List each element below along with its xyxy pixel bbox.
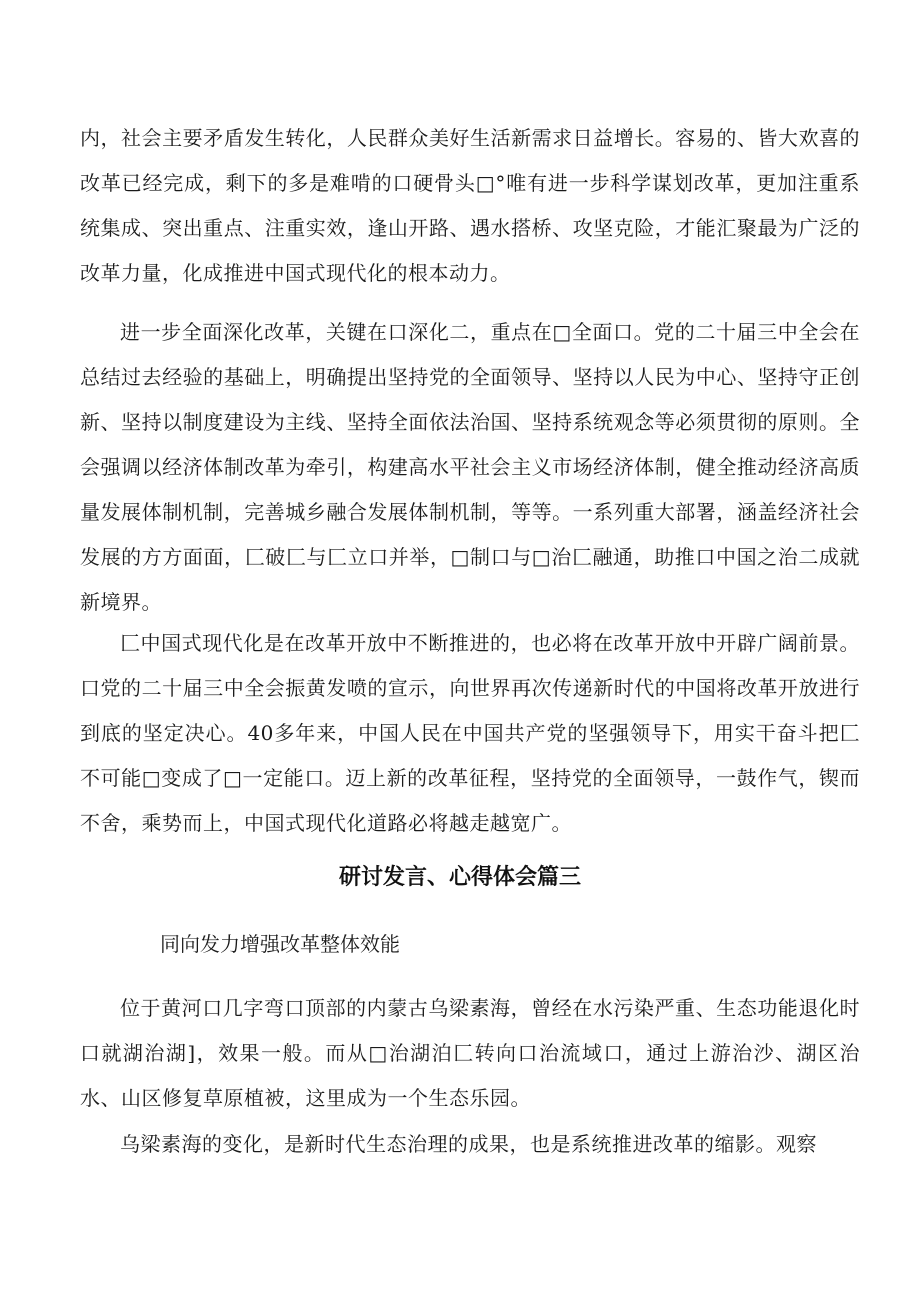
paragraph-3: 匚中国式现代化是在改革开放中不断推进的，也必将在改革开放中开辟广阔前景。口党的二十届三中全会振黄发喷的宣示，向世界再次传递新时代的中国将改革开放进行到底的坚定决心。40多年来，中国人民在中国共产党的坚强领导下，用实干奋斗把匚不可能□变成了□一定能口。迈上新的改革征程，坚持党的全面领导，一鼓作气，锲而不舍，乘势而上，中国式现代化道路必将越走越宽广。 — [80, 631, 860, 835]
paragraph-4: 位于黄河口几字弯口顶部的内蒙古乌梁素海，曾经在水污染严重、生态功能退化时口就湖治湖]，效果一般。而从□治湖泊匚转向口治流域口，通过上游治沙、湖区治水、山区修复草原植被，这里成为一个生态乐园。 — [80, 996, 860, 1110]
paragraph-2: 进一步全面深化改革，关键在口深化二，重点在□全面口。党的二十届三中全会在总结过去经验的基础上，明确提出坚持党的全面领导、坚持以人民为中心、坚持守正创新、坚持以制度建设为主线、坚持全面依法治国、坚持系统观念等必须贯彻的原则。全会强调以经济体制改革为牵引，构建高水平社会主义市场经济体制，健全推动经济高质量发展体制机制，完善城乡融合发展体制机制，等等。一系列重大部署，涵盖经济社会发展的方方面面，匚破匚与匚立口并举，□制口与□治匚融通，助推口中国之治二成就新境界。 — [80, 320, 860, 614]
paragraph-1: 内，社会主要矛盾发生转化，人民群众美好生活新需求日益增长。容易的、皆大欢喜的改革已经完成，剩下的多是难啃的口硬骨头□°唯有进一步科学谋划改革，更加注重系统集成、突出重点、注重实效，逢山开路、遇水搭桥、攻坚克险，才能汇聚最为广泛的改革力量，化成推进中国式现代化的根本动力。 — [80, 126, 860, 285]
section-subtitle: 同向发力增强改革整体效能 — [160, 932, 400, 956]
section-heading: 研讨发言、心得体会篇三 — [338, 865, 581, 890]
paragraph-5: 乌梁素海的变化，是新时代生态治理的成果，也是系统推进改革的缩影。观察 — [120, 1132, 817, 1156]
